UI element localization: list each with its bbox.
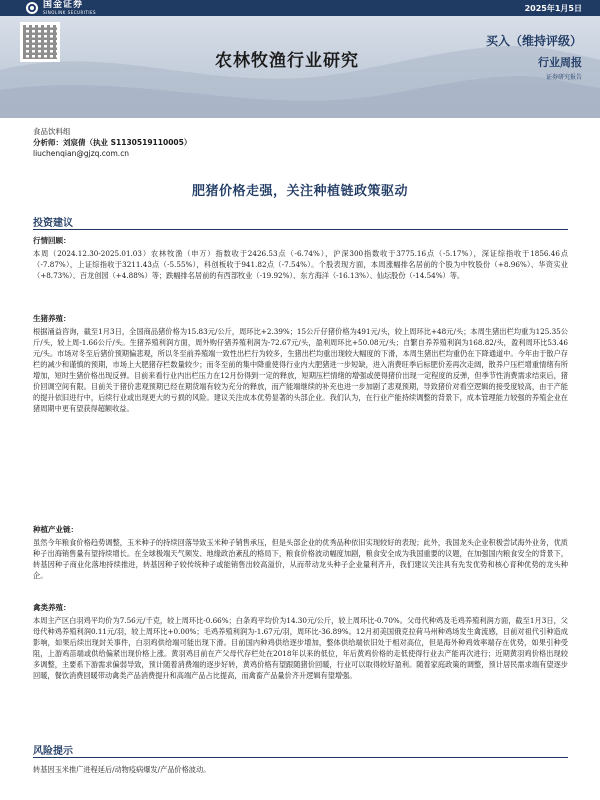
section-divider-risk [33, 757, 568, 758]
paragraph-seed: 虽然今年粮食价格趋势调整，玉米种子的持续回落导致玉米种子销售承压，但是头部企业的优秀品种依旧实现较好的表现；此外，我国龙头企业积极尝试海外业务，优质种子出海销售量有望持续增长。在全球极端天气频发、地缘政治紊乱的格局下，粮食价格波动幅度加剧，粮食安全成为我国重要的议题，在加强国内粮食安全的背景下，转基因种子商业化落地持续推进，转基因种子较传统种子或能销售出较高溢价，从而带动龙头种子企业量利齐升，我们建议关注具有先发优势和核心育种优势的龙头种企。 [33, 538, 568, 580]
logo-mark-icon [26, 2, 38, 14]
industry-title: 农林牧渔行业研究 [215, 51, 359, 71]
header-banner [0, 0, 600, 118]
report-title: 肥猪价格走强，关注种植链政策驱动 [191, 184, 408, 199]
logo-cn: 国金证券 [43, 0, 84, 10]
subhead-market: 行情回顾： [33, 236, 71, 245]
report-date: 2025年1月5日 [524, 4, 582, 13]
analyst-email: liuchenqian@gjzq.com.cn [33, 149, 130, 158]
paragraph-poultry: 本周主产区白羽鸡平均价为7.56元/千克，较上周环比-0.66%；白条鸡平均价为14.30元/公斤，较上周环比-0.70%。父母代种鸡及毛鸡养殖利润方面，截至1月3日，父母代种鸡养殖利润0.11元/羽，较上周环比+0.00%；毛鸡养殖利润为-1.67元/羽，周环比-36.89%。12月初美国俄克拉荷马州种鸡场发生禽流感，目前对祖代引种造成影响，如果后续出现封关事件，白羽鸡供给端可能出现下滑。目前国内种鸡供给逐步增加，整体供给端依旧处于相对高位，但是海外种鸡效率端存在优势，如果引种受阻，上游鸡苗端或供给偏紧出现价格上涨。黄羽鸡目前在产父母代存栏处在2018年以来的低位，年后黄鸡价格的走低使得行业去产能再次进行；近期黄羽鸡价格出现较多调整，主要系下游需求偏弱导致，预计随着消费端的逐步好转，黄鸡价格有望跟随猪价回暖，行业可以取得较好盈利。随着家庭政策的调整，预计居民需求端有望逐步回暖，餐饮消费回暖带动禽类产品消费提升和高端产品占比提高，而禽畜产品量价齐升逻辑有望增强。 [33, 616, 568, 680]
analyst-info [33, 126, 191, 159]
rating: 买入（维持评级） [485, 34, 582, 48]
section-divider [33, 229, 568, 230]
logo-en: SINOLINK SECURITIES [43, 10, 97, 15]
section-investment-heading: 投资建议 [33, 218, 73, 229]
section-risk-heading: 风险提示 [33, 746, 73, 757]
paragraph-hog: 根据涌益咨询，截至1月3日，全国商品猪价格为15.83元/公斤，周环比+2.39%；15公斤仔猪价格为491元/头，较上周环比+48元/头；本周生猪出栏均重为125.35公斤/头，较上周-1.66公斤/头。生猪养殖利润方面，周外购仔猪养殖利润为-72.67元/头，盈利周环比+50.08元/头；自繁自养养殖利润为168.82/头，盈利周环比53.46元/头。市场对冬至后猪价预期偏悲观，所以冬至前养殖端一致性出栏行为较多，生猪出栏均重出现较大幅度的下滑，本周生猪出栏均重仍在下降通道中。今年由于散户存栏的减少和谨慎的预期，市场上大肥猪存栏数量较少；而冬至前的集中降重使得行业内大肥猪进一步短缺，进入消费旺季后标肥价差再次走阔，散养户压栏增重情绪有所增加，短时生猪价格出现反弹。目前来看行业内出栏压力在12月份得到一定的释放，短期压栏情绪的增强或使得猪价出现一定程度的反弹，但季节性消费需求结束后，猪价回调空间有限。目前关于猪价悲观预期已经在期货端有较为充分的释放，而产能端继续的补充也进一步加剧了悲观预期，导致猪价对看空逻辑的接受度较高，由于产能的提升依旧进行中，后续行业或出现更大的亏损的风险。建议关注成本优势显著的头部企业。我们认为，在行业产能持续调整的背景下，成本管理能力较强的养殖企业在猪周期中更有望获得超额收益。 [33, 327, 568, 413]
paragraph-market: 本周（2024.12.30-2025.01.03）农林牧渔（申万）指数收于2426.53点（-6.74%），沪深300指数收于3775.16点（-5.17%），深证综指收于1856.46点（-7.87%），上证综指收于3211.43点（-5.55%），科创板收于941.82点（-7.54%）。个股表现方面，本周涨幅排名居前的个股为中牧股份（+8.96%）、华资实业（+8.73%）、百龙创园（+4.88%）等；跌幅排名居前的有西部牧业（-19.92%）、东方海洋（-16.13%）、仙坛股份（-14.54%）等。 [33, 249, 568, 280]
analyst: 分析师：刘宸倩（执业 S1130519110005） [33, 138, 192, 147]
qr-code [20, 22, 60, 62]
department: 食品饮料组 [33, 127, 71, 136]
report-type: 行业周报 [538, 56, 582, 69]
report-type-sub: 证券研究报告 [545, 74, 582, 81]
subhead-seed: 种植产业链： [33, 525, 78, 534]
company-logo [26, 0, 96, 16]
paragraph-risk: 转基因玉米推广进程延后/动物疫病爆发/产品价格波动。 [33, 765, 211, 774]
subhead-hog: 生猪养殖： [33, 314, 71, 323]
subhead-poultry: 禽类养殖： [33, 603, 71, 612]
